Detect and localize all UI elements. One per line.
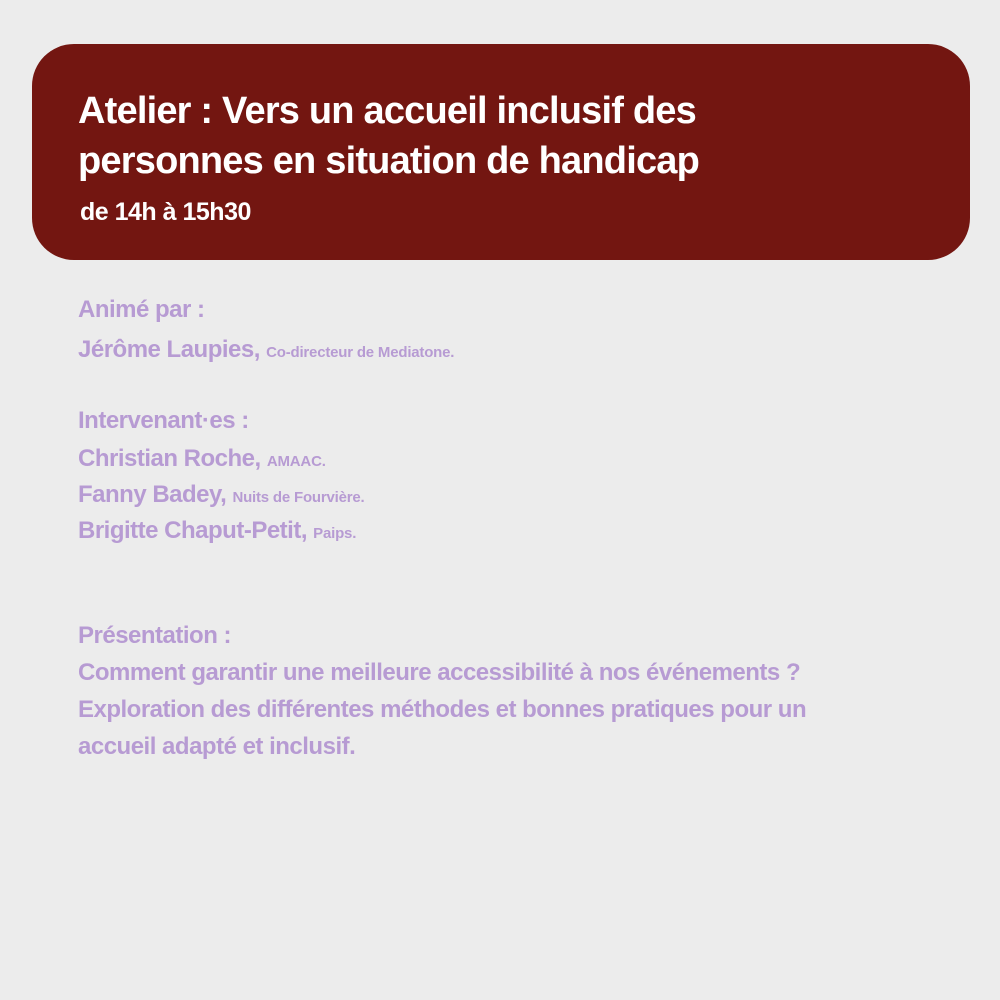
presentation-text	[78, 654, 806, 765]
presentation-label: Présentation :	[78, 622, 232, 649]
event-time: de 14h à 15h30	[80, 198, 251, 226]
event-title	[78, 86, 699, 186]
speaker-entry	[78, 517, 356, 545]
speaker-org: Nuits de Fourvière.	[232, 489, 365, 506]
presentation-line-1: Comment garantir une meilleure accessibilité à nos événements ?	[78, 659, 801, 686]
speaker-entry	[78, 445, 326, 473]
speaker-name: Brigitte Chaput-Petit,	[78, 517, 307, 544]
host-label: Animé par :	[78, 296, 205, 323]
host-role: Co-directeur de Mediatone.	[266, 344, 455, 361]
speaker-name: Fanny Badey,	[78, 481, 227, 508]
speaker-entry	[78, 481, 365, 509]
host-name: Jérôme Laupies,	[78, 336, 260, 363]
title-line-2: personnes en situation de handicap	[78, 140, 700, 182]
presentation-line-2: Exploration des différentes méthodes et bonnes pratiques pour un	[78, 696, 807, 723]
speaker-name: Christian Roche,	[78, 445, 261, 472]
title-line-1: Atelier : Vers un accueil inclusif des	[78, 90, 696, 132]
presentation-line-3: accueil adapté et inclusif.	[78, 733, 356, 760]
speaker-org: Paips.	[313, 525, 357, 542]
speaker-org: AMAAC.	[266, 453, 326, 470]
host-entry	[78, 336, 454, 364]
speakers-label: Intervenant·es :	[78, 407, 249, 434]
